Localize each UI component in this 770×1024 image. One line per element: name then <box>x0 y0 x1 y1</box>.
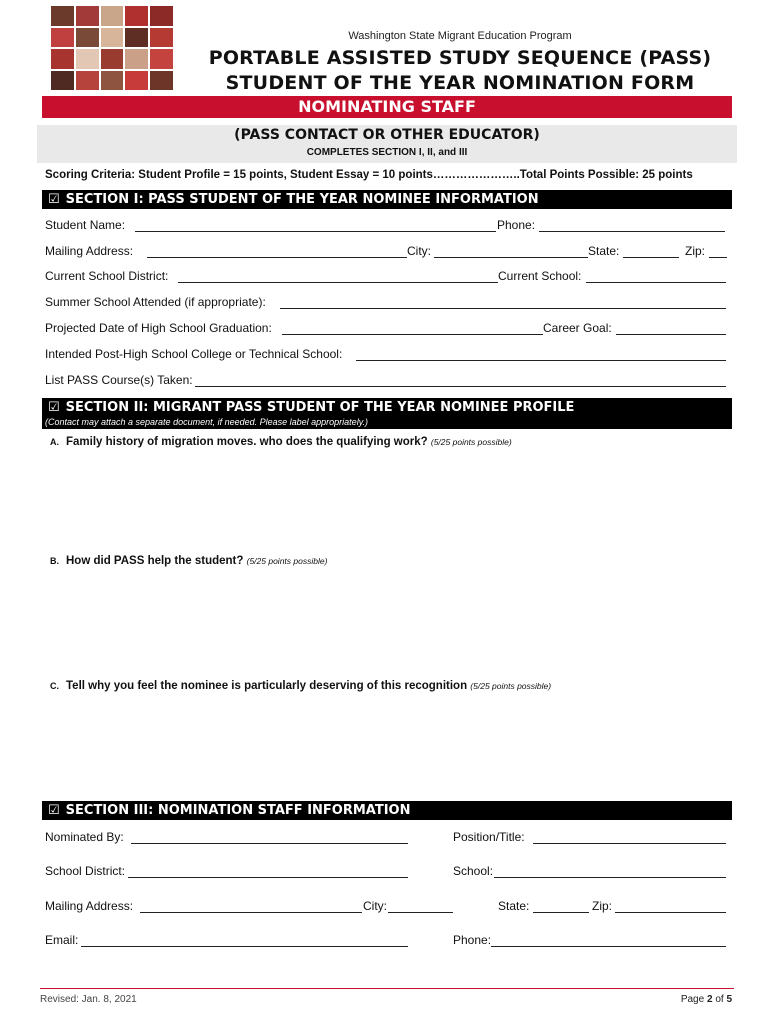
row-staff-address <box>45 898 735 916</box>
scoring-criteria: Scoring Criteria: Student Profile = 15 points, Student Essay = 10 points…………………..Total Points Possible: 25 points <box>45 169 693 181</box>
row-pass-courses <box>45 372 735 390</box>
pass-courses-field[interactable] <box>195 386 726 387</box>
staff-school-label: School: <box>453 864 494 878</box>
of-word: of <box>715 994 724 1005</box>
post-high-school-field[interactable] <box>356 360 726 361</box>
row-staff-district <box>45 863 735 881</box>
question-b-text: How did PASS help the student? <box>66 555 244 567</box>
form-title <box>180 46 740 96</box>
question-c-letter: C. <box>50 681 59 691</box>
section-1-title: SECTION I: PASS STUDENT OF THE YEAR NOMINEE INFORMATION <box>65 192 539 207</box>
row-school-district <box>45 268 735 286</box>
nominated-by-label: Nominated By: <box>45 830 124 844</box>
section-3-heading <box>42 801 732 820</box>
question-c-text: Tell why you feel the nominee is particularly deserving of this recognition <box>66 680 468 692</box>
school-district-field[interactable] <box>178 282 498 283</box>
student-name-label: Student Name: <box>45 218 126 232</box>
zip-label: Zip: <box>685 244 706 258</box>
staff-city-label: City: <box>363 899 387 913</box>
staff-district-field[interactable] <box>128 877 408 878</box>
city-field[interactable] <box>434 257 588 258</box>
current-page: 2 <box>706 994 713 1005</box>
state-label: State: <box>588 244 620 258</box>
question-b-answer-area[interactable] <box>50 575 730 675</box>
staff-school-field[interactable] <box>494 877 726 878</box>
staff-email-label: Email: <box>45 933 79 947</box>
question-c-points: (5/25 points possible) <box>470 681 552 691</box>
section-3-title: SECTION III: NOMINATION STAFF INFORMATION <box>65 803 411 818</box>
nominated-by-field[interactable] <box>131 843 408 844</box>
question-a-letter: A. <box>50 437 59 447</box>
mailing-address-field[interactable] <box>147 257 407 258</box>
current-school-label: Current School: <box>498 269 582 283</box>
section-2-heading <box>42 398 732 417</box>
page-number <box>681 994 732 1005</box>
program-name: Washington State Migrant Education Program <box>348 30 572 42</box>
school-district-label: Current School District: <box>45 269 169 283</box>
current-school-field[interactable] <box>586 282 726 283</box>
row-mailing-address <box>45 243 735 261</box>
question-b <box>50 555 327 567</box>
staff-address-label: Mailing Address: <box>45 899 134 913</box>
state-field[interactable] <box>623 257 679 258</box>
row-graduation <box>45 320 735 338</box>
post-high-school-label: Intended Post-High School College or Technical School: <box>45 347 343 361</box>
summer-school-label: Summer School Attended (if appropriate): <box>45 295 266 309</box>
checkbox-icon: ☑ <box>48 192 60 207</box>
section-2-title: SECTION II: MIGRANT PASS STUDENT OF THE YEAR NOMINEE PROFILE <box>65 400 575 415</box>
section-1-heading <box>42 190 732 209</box>
staff-email-field[interactable] <box>81 946 408 947</box>
question-a <box>50 436 512 448</box>
form-title-line2: STUDENT OF THE YEAR NOMINATION FORM <box>225 72 695 94</box>
question-c-answer-area[interactable] <box>50 700 730 795</box>
banner-subtitle: (PASS CONTACT OR OTHER EDUCATOR) <box>234 127 540 143</box>
program-logo-mosaic <box>50 5 174 91</box>
nominating-staff-banner: NOMINATING STAFF <box>42 96 732 118</box>
question-b-letter: B. <box>50 556 59 566</box>
graduation-date-field[interactable] <box>282 334 543 335</box>
staff-zip-label: Zip: <box>592 899 613 913</box>
row-summer-school <box>45 294 735 312</box>
staff-district-label: School District: <box>45 864 126 878</box>
completes-sections-banner <box>37 125 737 163</box>
page-word: Page <box>680 994 705 1005</box>
career-goal-label: Career Goal: <box>543 321 612 335</box>
form-title-line1: PORTABLE ASSISTED STUDY SEQUENCE (PASS) <box>208 47 712 69</box>
total-pages: 5 <box>726 994 732 1005</box>
position-title-label: Position/Title: <box>453 830 525 844</box>
phone-field[interactable] <box>539 231 725 232</box>
summer-school-field[interactable] <box>280 308 726 309</box>
question-a-text: Family history of migration moves. who does the qualifying work? <box>66 436 428 448</box>
staff-state-field[interactable] <box>533 912 589 913</box>
phone-label: Phone: <box>497 218 536 232</box>
question-b-points: (5/25 points possible) <box>246 556 328 566</box>
footer-divider <box>40 988 734 989</box>
row-student-name <box>45 217 735 235</box>
staff-state-label: State: <box>498 899 530 913</box>
question-a-answer-area[interactable] <box>50 455 730 550</box>
staff-phone-label: Phone: <box>453 933 492 947</box>
staff-city-field[interactable] <box>388 912 453 913</box>
position-title-field[interactable] <box>533 843 726 844</box>
staff-zip-field[interactable] <box>615 912 726 913</box>
city-label: City: <box>407 244 431 258</box>
graduation-date-label: Projected Date of High School Graduation: <box>45 321 272 335</box>
row-staff-email <box>45 932 735 950</box>
checkbox-icon: ☑ <box>48 803 60 818</box>
student-name-field[interactable] <box>135 231 496 232</box>
banner-instruction: COMPLETES SECTION I, II, and III <box>306 147 468 158</box>
staff-address-field[interactable] <box>140 912 362 913</box>
question-c <box>50 680 551 692</box>
pass-courses-label: List PASS Course(s) Taken: <box>45 373 193 387</box>
career-goal-field[interactable] <box>616 334 726 335</box>
staff-phone-field[interactable] <box>491 946 726 947</box>
row-nominated-by <box>45 829 735 847</box>
zip-field[interactable] <box>709 257 727 258</box>
checkbox-icon: ☑ <box>48 400 60 415</box>
question-a-points: (5/25 points possible) <box>430 437 512 447</box>
mailing-address-label: Mailing Address: <box>45 244 134 258</box>
section-2-note: (Contact may attach a separate document, if needed. Please label appropriately.) <box>42 416 732 429</box>
revision-date: Revised: Jan. 8, 2021 <box>40 994 137 1005</box>
row-post-high-school <box>45 346 735 364</box>
